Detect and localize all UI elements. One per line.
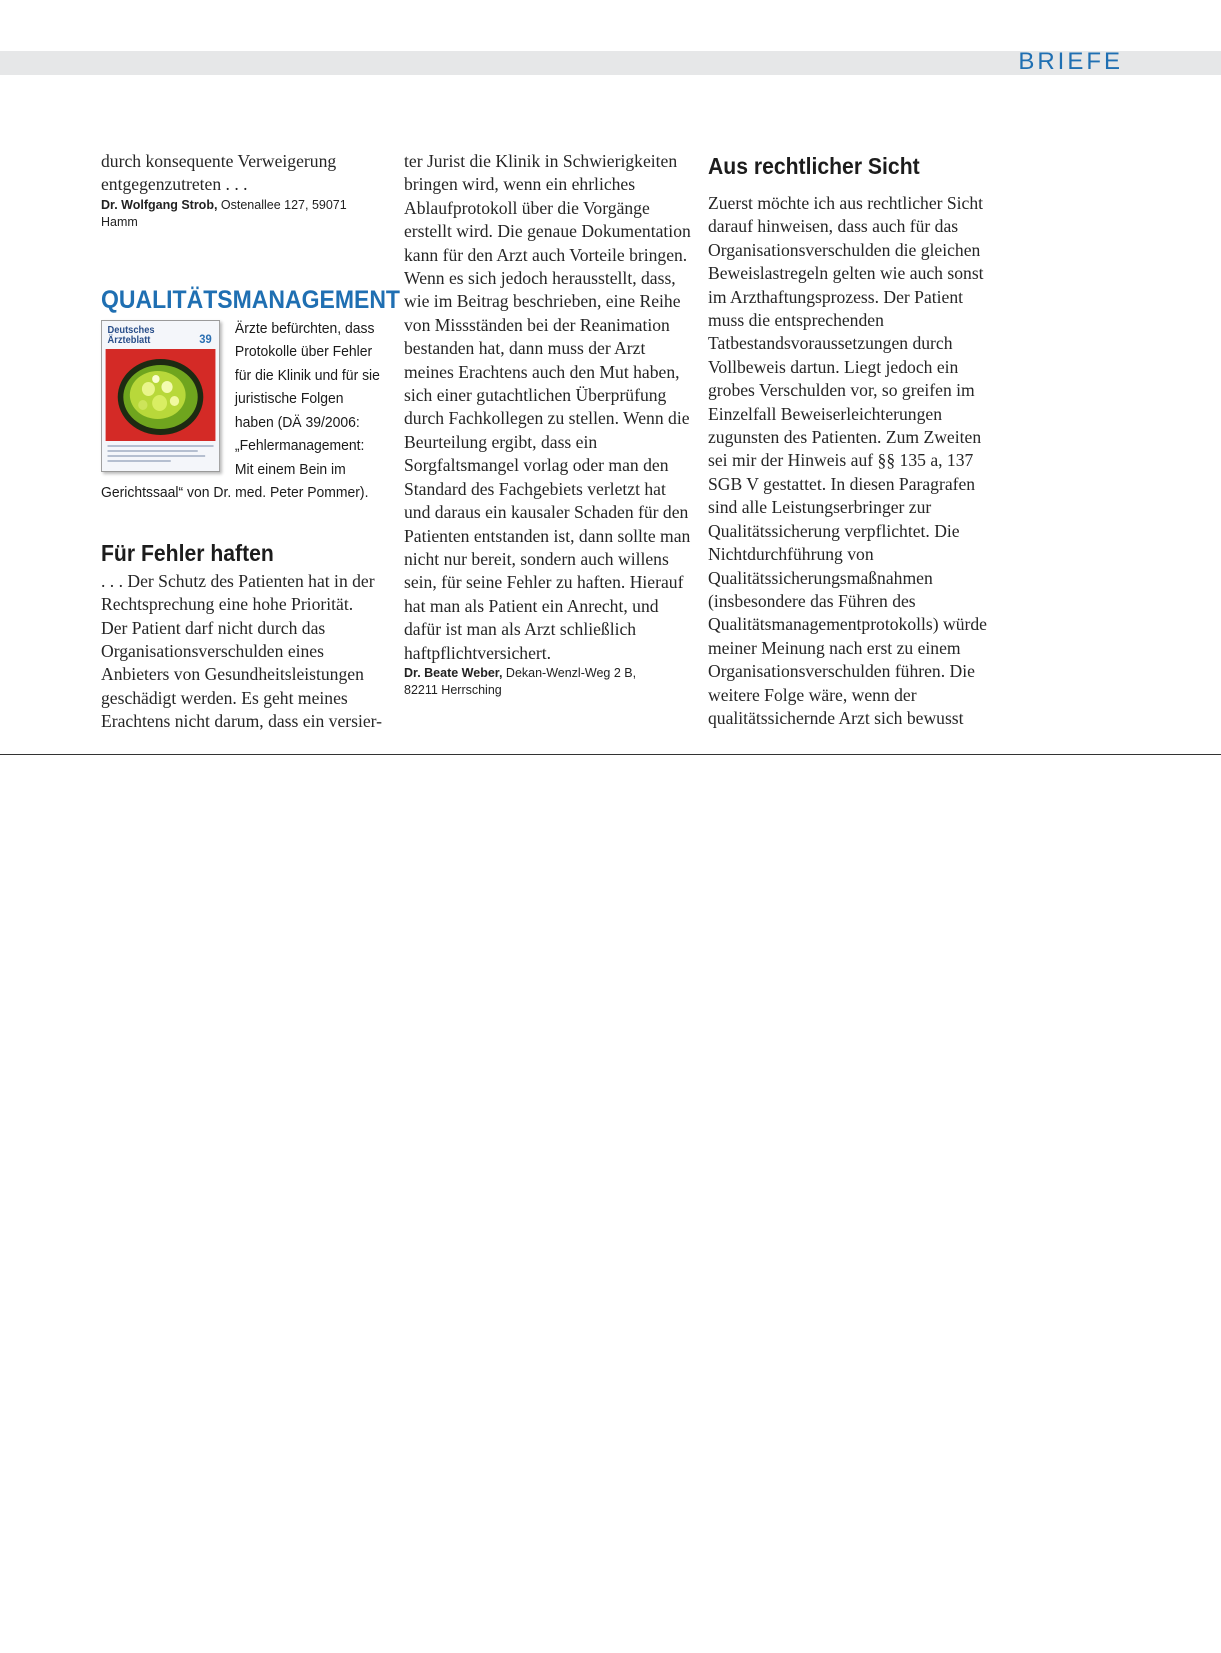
cover-artwork xyxy=(106,349,216,441)
signature-name: Dr. Wolfgang Strob, xyxy=(101,197,218,212)
topic-kicker: QUALITÄTSMANAGEMENT xyxy=(101,285,400,314)
letter-text: . . . Der Schutz des Patienten hat in der Rechtsprechung eine hohe Priorität. Der Patient darf nicht durch das Organisationsverschulden eines Anbieters von Gesundheitsleistungen geschädigt werden. Es geht meines Erachtens nicht darum, dass ein versier- xyxy=(101,570,383,732)
signature-address: Ostenallee 127, 59071 Hamm xyxy=(101,197,347,229)
cover-issue: 39 xyxy=(199,331,212,346)
column-1 xyxy=(101,150,400,734)
letter-text: ter Jurist die Klinik in Schwierigkeiten bringen wird, wenn ein ehrliches Ablaufprotokoll über die Vorgänge erstellt wird. Die genaue Dokumentation kann für den Arzt auch Vorteile bringen. Wenn es sich jedoch herausstellt, dass, wie im Beitrag beschrieben, eine Reihe von Missständen bei der Reanimation bestanden hat, dann muss der Arzt meines Erachtens auch den Mut haben, sich einer gutachtlichen Überprüfung durch Fachkollegen zu stellen. Wenn die Beurteilung ergibt, dass ein Sorgfaltsmangel vorlag oder man den Standard des Fachgebiets verletzt hat und daraus ein kausaler Schaden für den Patienten entstanden ist, dann sollte man nicht nur bereit, sondern auch willens sein, für seine Fehler zu haften. Hierauf hat man als Patient ein Anrecht, und dafür ist man als Arzt schließlich haftpflichtversichert. xyxy=(404,151,691,663)
cover-text-lines xyxy=(108,445,214,465)
cover-title: Deutsches Ärzteblatt xyxy=(107,324,155,346)
bottom-rule xyxy=(0,754,1221,755)
letter-heading: Aus rechtlicher Sicht xyxy=(708,153,920,179)
signature xyxy=(404,665,696,699)
signature-address-line2: 82211 Herrsching xyxy=(404,682,502,697)
column-2 xyxy=(404,150,696,699)
topic-intro xyxy=(101,317,386,505)
magazine-cover-image xyxy=(101,320,220,472)
letter-text: durch konsequente Verweigerung entgegenzutreten . . . xyxy=(101,151,337,195)
column-3 xyxy=(708,150,1000,730)
section-label: BRIEFE xyxy=(1018,48,1123,75)
signature-name: Dr. Beate Weber, xyxy=(404,665,503,680)
signature-address: Dekan-Wenzl-Weg 2 B, xyxy=(502,665,637,680)
signature xyxy=(101,197,383,231)
letter-heading: Für Fehler haften xyxy=(101,539,274,566)
topic-intro-text: Ärzte befürchten, dass Protokolle über Fehler für die Klinik und für sie juristische Folgen haben (DÄ 39/2006: „Fehlermanagement: Mit einem Bein im Gerichtssaal“ von Dr. med. Peter Pommer). xyxy=(101,319,380,502)
letter-text: Zuerst möchte ich aus rechtlicher Sicht darauf hinweisen, dass auch für das Organisationsverschulden die gleichen Beweislastregeln gelten wie auch sonst im Arzthaftungsprozess. Der Patient muss die entsprechenden Tatbestandsvoraussetzungen durch Vollbeweis dartun. Liegt jedoch ein grobes Verschulden vor, so greifen im Einzelfall Beweiserleichterungen zugunsten des Patienten. Zum Zweiten sei mir der Hinweis auf §§ 135 a, 137 SGB V gestattet. In diesen Paragrafen sind alle Leistungserbringer zur Qualitätssicherung verpflichtet. Die Nichtdurchführung von Qualitätssicherungsmaßnahmen (insbesondere das Führen des Qualitätsmanagementprotokolls) würde meiner Meinung nach erst zu einem Organisationsverschulden führen. Die weitere Folge wäre, wenn der qualitätssichernde Arzt sich bewusst xyxy=(708,193,987,728)
